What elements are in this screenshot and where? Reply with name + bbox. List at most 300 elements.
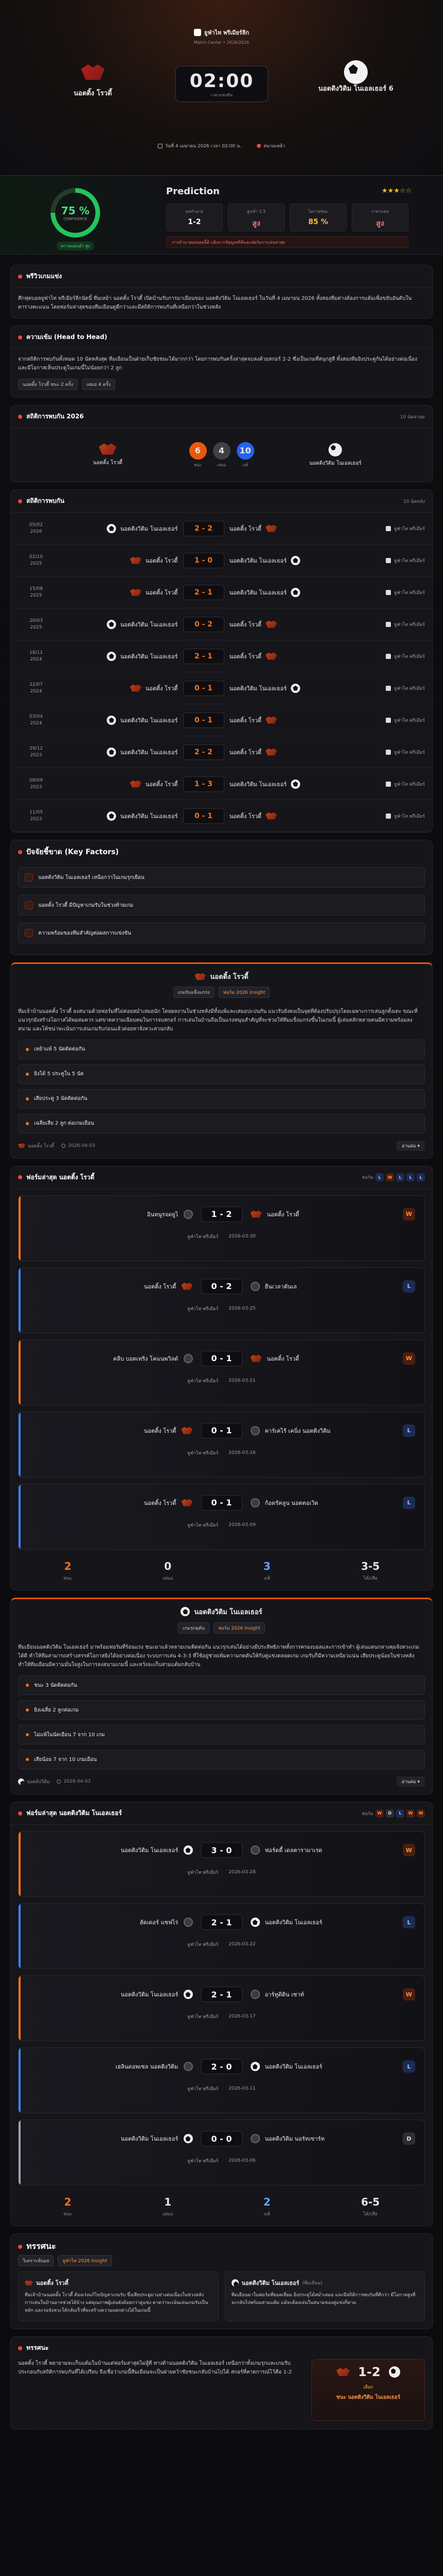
h2h-date: 15/08 2025 [29,586,43,598]
prediction-box-label: โอกาสชนะ [308,209,329,214]
analysis-away-text: ทีมเยือนมาในฟอร์มที่ยอดเยี่ยม ยิงประตูได้สม่ำเสมอ และมีสถิติการพบกันที่ดีกว่า มีโอกาสสูงที่จะกลับไปพร้อมสามแต้ม แม้จะต้องเล่นในสนามของคู่แข่งก็ตาม [231,2293,416,2306]
h2h-competition-name: ยูฟ่าไท พรีเมียร์ [394,622,425,628]
confidence-value: 75 % [61,205,90,217]
team-crest-icon [184,2134,193,2143]
form-team-2-name: นอตติงวิติม โนเอลเธอร์ [265,2063,322,2070]
profile-tag: ฟอร์ม 2026 Insight [214,1622,265,1634]
team-crest-icon [184,1354,193,1363]
match-header [0,0,443,175]
profile-bullet-text: เสียประตู 3 นัดติดต่อกัน [34,1096,88,1101]
form-score: 0 - 0 [201,2131,242,2146]
kickoff-label: เวลาแข่งขัน [210,93,233,97]
team-crest-icon [184,1845,193,1855]
h2h-score: 0 - 1 [183,808,224,824]
h2h-home [54,588,183,597]
form-stat-label: เสมอ [162,1575,173,1581]
accuracy-tag: ความแม่นยำ สูง [57,242,94,250]
h2h-competition-name: ยูฟ่าไท พรีเมียร์ [394,750,425,755]
away-profile-footer [11,1774,432,1794]
profile-bullet [18,1114,425,1133]
h2h-competition-name: ยูฟ่าไท พรีเมียร์ [394,558,425,564]
form-date: 2026-03-28 [228,1870,256,1875]
h2h-row[interactable] [11,608,432,640]
profile-tag: เกมรับแข็งแกร่ง [173,987,215,998]
form-stat-value: 2 [263,2196,271,2208]
h2h-competition [353,557,425,564]
h2h-row[interactable] [11,672,432,704]
h2h-row[interactable] [11,768,432,800]
form-team-1-name: นอตติงวิติม โนเอลเธอร์ [121,2136,178,2142]
form-team-2 [242,1990,415,1999]
bullet-dot-icon [26,1684,29,1687]
analysis-tag: วิเคราะห์บอล [18,2255,54,2266]
bullet-dot-icon [26,1048,29,1051]
h2h-home [54,716,183,725]
home-crest-icon [194,973,206,980]
h2h-intro-tags [11,379,432,397]
home-profile-head [11,964,432,1001]
h2h-intro-card [10,326,433,398]
away-team[interactable] [309,62,402,93]
calendar-icon [158,144,162,148]
team-crest-icon [130,589,141,596]
summary-body [11,428,432,482]
form-team-2 [242,1845,415,1855]
team-crest-icon [182,1499,193,1506]
form-competition: ยูฟ่าไท พรีเมียร์ [187,1942,219,1947]
section-dot-icon [18,1811,22,1816]
prediction-box-value: 1-2 [188,218,201,226]
form-match-row[interactable] [18,1267,425,1333]
team-crest-icon [130,685,141,692]
h2h-away-name: นอตติ้ง โรวดี้ [229,653,261,660]
h2h-score: 1 - 3 [183,776,224,792]
home-wins-count: 6 [189,442,207,460]
preview-card [10,265,433,318]
bullet-dot-icon [26,1733,29,1736]
prediction-box-value: 85 % [308,218,329,226]
competition-logo-icon [386,686,391,691]
analysis-card [10,2233,433,2329]
h2h-date: 05/02 2026 [29,522,43,534]
h2h-home [54,620,183,629]
team-crest-icon [251,2062,260,2071]
form-stat [162,2196,173,2217]
h2h-competition-name: ยูฟ่าไท พรีเมียร์ [394,686,425,691]
h2h-home-name: นอตติงวิติม โนเอลเธอร์ [120,525,178,532]
home-crest-icon [99,444,117,455]
h2h-home [54,524,183,533]
h2h-away [224,588,353,597]
section-dot-icon [18,1175,22,1179]
form-score: 2 - 0 [201,2059,242,2074]
h2h-home [54,779,183,789]
profile-bullet-text: เฉลี่ยเสีย 2 ลูก ต่อเกมเยือน [34,1121,94,1126]
team-crest-icon [251,2134,260,2143]
form-team-2 [242,1426,415,1435]
away-crest-icon [342,62,369,82]
summary-away-name: นอตติงวิติม โนเอลเธอร์ [309,460,362,466]
team-crest-icon [107,716,116,725]
team-crest-icon [107,620,116,629]
h2h-away [224,684,353,693]
key-factor-text: นอตติงวิติม โนเอลเธอร์ เหนือกว่าในเกมรุกเยือน [38,874,144,880]
count-label: ชนะ [193,462,202,467]
analysis-title: ทรรศนะ [26,2241,56,2251]
profile-bullet-text: เหย้าแพ้ 5 นัดติดต่อกัน [34,1046,85,1052]
form-team-2-name: ยืนเวลาตันเล [265,1283,297,1290]
result-badge: W [403,1844,415,1856]
form-stat-value: 0 [164,1560,172,1572]
team-crest-icon [107,524,116,533]
form-team-1-name: นอตติ้ง โรวดี้ [144,1499,176,1506]
summary-home [26,444,189,467]
bullet-dot-icon [26,1097,29,1100]
team-crest-icon [266,525,277,532]
prediction-box [290,204,347,231]
h2h-score: 2 - 1 [183,649,224,664]
form-match-row[interactable] [18,1195,425,1261]
summary-range: 10 นัดล่าสุด [400,414,425,420]
form-competition: ยูฟ่าไท พรีเมียร์ [187,1450,219,1456]
form-badge: W [406,1809,415,1818]
away-form-rows [11,1831,432,2185]
form-score: 0 - 1 [201,1423,242,1438]
form-stat-label: แพ้ [264,2212,270,2217]
h2h-row[interactable] [11,545,432,577]
h2h-competition [353,685,425,692]
h2h-tag: นอตติ้ง โรวดี้ ชนะ 2 ครั้ง [18,379,78,390]
h2h-home [54,811,183,821]
form-team-1-name: นอตติงวิติม โนเอลเธอร์ [121,1847,178,1854]
h2h-row[interactable] [11,736,432,768]
key-factor-item [18,895,425,916]
verdict-score: 1-2 [358,2365,381,2379]
home-profile-text: ทีมเจ้าบ้านนอตติ้ง โรวดี้ ลงสนามด้วยฟอร์มที่ไม่ค่อยสม่ำเสมอนัก โดยผลงานในช่วงหลังมีทั้งแพ้และเสมอปะปนกัน แนวรับยังคงเป็นจุดที่ต้องปรับปรุงโดยเฉพาะการเล่นลูกตั้งเตะ ขณะที่แนวรุกยังสร้างโอกาสได้พอสมควร แต่ขาดความเฉียบคมในการจบสกอร์ การเล่นในบ้านถือเป็นแรงหนุนสำคัญที่จะช่วยให้ทีมแข็งแกร่งขึ้นในเกมนี้ ผู้เล่นหลักหลายคนมีความพร้อมลงสนาม และโค้ชน่าจะเน้นการเล่นเกมรับก่อนแล้วค่อยหาจังหวะสวนกลับ [18,1008,418,1032]
team-crest-icon [107,652,116,661]
form-stat-label: ได้/เสีย [363,2212,378,2217]
form-stat-label: เสมอ [162,2212,173,2217]
h2h-home-name: นอตติงวิติม โนเอลเธอร์ [120,653,178,660]
form-team-2-name: ฟอร์ดดี้ เดลตารามาเรด [265,1847,322,1854]
h2h-date: 29/12 2023 [29,745,43,758]
form-stat [264,1560,271,1582]
competition-logo-icon [386,526,391,531]
profile-bullet-text: เสียน้อย 7 จาก 10 เกมเยือน [34,1756,97,1762]
team-crest-icon [107,811,116,821]
form-date: 2026-03-21 [228,1378,256,1383]
form-team-1-name: อินทนูรจดยูไ [147,1211,178,1218]
preview-text: ศึกฟุตบอลยูฟ่าไท พรีเมียร์ลีกนัดนี้ ทีมเหย้า นอตติ้ง โรวดี้ เปิดบ้านรับการมาเยือนของ นอตติงวิติม โนเอลเธอร์ ในวันที่ 4 เมษายน 2026 ทั้งสองทีมต่างต้องการแต้มเพื่อขยับอันดับในตารางคะแนน โดยฟอร์มล่าสุดของทีมเยือนดูดีกว่าและมีสถิติการพบกันที่เหนือกว่าในช่วงหลัง [18,296,412,310]
h2h-date: 02/10 2025 [29,554,43,566]
h2h-home [54,684,183,693]
team-crest-icon [266,653,277,660]
h2h-row[interactable] [11,640,432,672]
team-crest-icon [182,1283,193,1290]
result-badge: L [403,1916,415,1928]
form-team-1 [29,2134,201,2143]
form-match-row[interactable] [18,1484,425,1550]
h2h-away-name: นอตติ้ง โรวดี้ [229,812,261,820]
result-badge: D [403,2132,415,2145]
key-factor-text: นอตติ้ง โรวดี้ มีปัญหาเกมรับในช่วงท้ายเกม [38,902,134,908]
bullet-dot-icon [26,1122,29,1125]
home-crest-icon [25,2280,33,2285]
form-match-row[interactable] [18,2120,425,2185]
h2h-list-card [10,489,433,833]
competition-logo-icon [386,718,391,723]
form-stat [264,2196,271,2217]
form-team-1-name: นอตติ้ง โรวดี้ [144,1283,176,1290]
h2h-score: 0 - 1 [183,681,224,696]
h2h-competition [353,749,425,756]
stadium-icon [257,144,261,148]
bullet-dot-icon [26,1708,29,1711]
prediction-box-value: สูง [252,219,260,228]
form-match-row[interactable] [18,1340,425,1405]
home-team[interactable] [52,62,134,98]
team-crest-icon [182,1427,193,1434]
team-crest-icon [184,1210,193,1219]
h2h-score: 0 - 1 [183,713,224,728]
analysis-home [18,2272,219,2321]
form-score: 3 - 0 [201,1842,242,1858]
h2h-list-title: สถิติการพบกัน [26,497,64,504]
form-stat [63,1560,72,1582]
form-team-2-name: ก้อดรัคลูน นอตตอเวิด [265,1499,319,1506]
form-stat-value: 1 [164,2196,172,2208]
form-score: 2 - 1 [201,1914,242,1930]
form-team-2 [242,1282,415,1291]
h2h-home-name: นอตติงวิติม โนเอลเธอร์ [120,749,178,756]
away-team-name: นอตติงวิติม โนเอลเธอร์ 6 [318,85,393,93]
profile-bullet [18,1700,425,1720]
team-crest-icon [291,779,300,789]
h2h-competition [353,589,425,596]
form-team-1 [29,1426,201,1435]
h2h-competition [353,621,425,628]
h2h-row[interactable] [11,704,432,736]
team-crest-icon [291,556,300,565]
away-profile-bullets [11,1675,432,1769]
read-more-button[interactable] [397,1776,425,1787]
away-crest-icon [232,2279,239,2286]
form-date: 2026-03-25 [228,1306,256,1311]
h2h-away-name: นอตติงวิติม โนเอลเธอร์ [229,781,287,788]
home-crest-icon [79,62,106,82]
profile-bullet [18,1040,425,1059]
result-badge: L [403,1425,415,1437]
form-stat-value: 2 [64,1560,72,1572]
form-stat [162,1560,173,1582]
form-team-2-name: นอตติงวิติม โนเอลเธอร์ [265,1919,322,1926]
section-dot-icon [18,2245,22,2249]
h2h-rows [11,513,432,832]
prediction-box-value: สูง [376,219,384,228]
home-profile-footer [11,1139,432,1158]
form-date: 2026-03-17 [228,2014,256,2019]
match-meta [0,142,443,149]
key-factors-card [10,840,433,955]
count-label: แพ้ [242,462,248,467]
form-match-row[interactable] [18,2047,425,2113]
h2h-home-name: นอตติ้ง โรวดี้ [145,781,178,788]
match-date: วันที่ 4 เมษายน 2026 เวลา 02:00 น. [165,144,242,149]
form-team-1 [29,1990,201,1999]
team-crest-icon [251,1282,260,1291]
chevron-down-icon: ▾ [417,1780,420,1785]
form-label: ฟอร์ม [362,1811,373,1817]
confidence-ring [51,188,100,238]
form-date: 2026-03-30 [228,1233,256,1239]
h2h-date: 18/11 2024 [29,650,43,662]
form-stat-value: 3-5 [361,1560,380,1572]
team-crest-icon [251,1845,260,1855]
team-crest-icon [251,1498,260,1507]
h2h-date: 20/03 2025 [29,618,43,630]
analysis-tag: ยูฟ่าไท 2026 Insight [58,2255,111,2266]
form-match-row[interactable] [18,1831,425,1897]
analysis-columns [11,2272,432,2329]
h2h-home-name: นอตติงวิติม โนเอลเธอร์ [120,621,178,628]
h2h-away [224,811,353,821]
form-team-2 [242,1498,415,1507]
h2h-away [224,620,353,629]
form-badge: W [417,1809,425,1818]
form-team-1 [29,1918,201,1927]
form-team-1-name: เฮลินดอพเซล นอตติงวิติม [115,2063,178,2070]
h2h-away [224,779,353,789]
team-crest-icon [291,588,300,597]
home-form-card [10,1166,433,1590]
team-crest-icon [251,1990,260,1999]
key-factors-title: ปัจจัยชี้ขาด (Key Factors) [26,848,119,856]
h2h-competition-name: ยูฟ่าไท พรีเมียร์ [394,590,425,596]
competition-logo-icon [386,622,391,627]
h2h-away-name: นอตติ้ง โรวดี้ [229,717,261,724]
form-stat-label: ชนะ [63,2212,72,2217]
prediction-box [228,204,285,231]
form-team-1 [29,1845,201,1855]
form-score: 0 - 1 [201,1351,242,1366]
h2h-competition [353,812,425,820]
kickoff-time-box [175,66,268,102]
away-crest-icon [181,1607,190,1616]
form-stat-label: ได้/เสีย [363,1575,378,1581]
h2h-home [54,652,183,661]
away-form-card [10,1802,433,2226]
prediction-boxes [166,204,408,231]
profile-tag: เกมรุกดุดัน [178,1622,209,1634]
h2h-competition-name: ยูฟ่าไท พรีเมียร์ [394,526,425,532]
h2h-row[interactable] [11,513,432,545]
verdict-text: นอตติ้ง โรวดี้ พยายามจะเก็บแต้มในบ้านแต่ฟอร์มล่าสุดไม่สู้ดี ทางด้านนอตติงวิติม โนเอลเธอร์ เหนือกว่าทั้งเกมรุกและเกมรับ ประกอบกับสถิติการพบกันที่ได้เปรียบ จึงเชื่อว่าเกมนี้ทีมเยือนจะเป็นฝ่ายคว้าชัยชนะกลับบ้านไปได้ สกอร์ที่คาดการณ์ไว้คือ 1-2 [18,2361,292,2375]
form-competition: ยูฟ่าไท พรีเมียร์ [187,1306,219,1312]
form-team-1 [29,1282,201,1291]
form-team-2-name: อาร์ทูดิติน เซาท์ [265,1991,304,1998]
competition-logo-icon [386,782,391,787]
form-score: 2 - 1 [201,1987,242,2002]
form-competition: ยูฟ่าไท พรีเมียร์ [187,2087,219,2092]
read-more-label: อ่านต่อ [401,1143,416,1149]
team-crest-icon [184,1918,193,1927]
form-team-1 [29,1354,201,1363]
form-team-2-name: นอตติ้ง โรวดี้ [267,1355,299,1362]
h2h-home-name: นอตติงวิติม โนเอลเธอร์ [120,812,178,820]
competition-logo-icon [386,590,391,595]
summary-away [254,443,417,467]
form-match-row[interactable] [18,1975,425,2041]
team-crest-icon [107,748,116,757]
form-team-2 [242,2062,415,2071]
form-match-row[interactable] [18,1903,425,1969]
h2h-date: 11/05 2023 [29,809,43,822]
form-badge: L [396,1173,404,1181]
clock-icon [61,1144,65,1148]
read-more-button[interactable] [397,1141,425,1151]
clock-icon [57,1780,61,1784]
analysis-home-text: ทีมเจ้าบ้านนอตติ้ง โรวดี้ ต้องเร่งแก้ไขปัญหาเกมรับ ซึ่งเสียประตูมาอย่างต่อเนื่องในช่วงหลัง การเล่นในบ้านอาจช่วยได้บ้าง แต่คุณภาพผู้เล่นยังด้อยกว่าคู่แข่ง คาดว่าจะเน้นเล่นเกมรับเป็นหลัก และรอจังหวะโต้กลับเร็วที่จะสร้างความแตกต่างได้ในเกมนี้ [25,2293,208,2313]
away-form-title: ฟอร์มล่าสุด นอตติงวิติม โนเอลเธอร์ [26,1809,122,1817]
h2h-row[interactable] [11,577,432,608]
team-crest-icon [266,812,277,820]
home-form-rows [11,1195,432,1550]
form-team-1-name: คลีบ บอตเทริง โคแนพวิลด์ [113,1355,178,1362]
footer-date: 2026-04-03 [68,1143,95,1148]
away-crest-icon [329,443,342,456]
h2h-row[interactable] [11,800,432,832]
form-date: 2026-03-11 [228,2086,256,2091]
form-match-row[interactable] [18,1412,425,1478]
prediction-title: Prediction [166,186,220,197]
form-date: 2026-03-16 [228,1450,256,1455]
h2h-score: 2 - 1 [183,585,224,600]
h2h-competition [353,717,425,724]
key-factor-item [18,923,425,943]
form-stat-value: 2 [64,2196,72,2208]
factor-icon [25,901,33,909]
h2h-away-name: นอตติงวิติม โนเอลเธอร์ [229,685,287,692]
form-competition: ยูฟ่าไท พรีเมียร์ [187,1870,219,1875]
analysis-away [225,2272,425,2321]
profile-bullet [18,1064,425,1084]
h2h-home [54,556,183,565]
form-stat-label: แพ้ [264,1575,270,1581]
profile-bullet-text: ยิงได้ 5 ประตูใน 5 นัด [34,1071,84,1077]
home-crest-icon [18,1143,25,1148]
result-badge: L [403,2060,415,2073]
factor-icon [25,873,33,882]
draws-count: 4 [213,442,231,460]
profile-bullet-text: ยิงเฉลี่ย 2 ลูกต่อเกม [34,1707,79,1713]
prediction-note: การทำนายผลบอลนี้อ้างอิงจากข้อมูลสถิติและฟอร์มการเล่นล่าสุด [166,236,408,248]
section-dot-icon [18,2346,22,2350]
section-dot-icon [18,335,22,340]
h2h-away [224,652,353,661]
team-crest-icon [266,621,277,628]
verdict-card [10,2336,433,2430]
form-stat [63,2196,72,2217]
profile-tag: ฟอร์ม 2026 Insight [219,987,270,998]
away-profile-text: ทีมเยือนนอตติงวิติม โนเอลเธอร์ มาพร้อมฟอร์มที่ร้อนแรง ชนะมาแล้วหลายเกมติดต่อกัน แนวรุกเล่นได้อย่างมีประสิทธิภาพทั้งการครองบอลและการเข้าทำ ผู้เล่นแดนกลางคุมจังหวะเกมได้ดี ทำให้ทีมสามารถสร้างสรรค์โอกาสยิงได้อย่างต่อเนื่อง ระบบการเล่น 4-3-3 ที่ใช้อยู่ช่วยเพิ่มความกดดันให้กับคู่แข่งตลอดเกม เกมรับก็มีความเหนียวแน่น เสียประตูน้อยในช่วงหลัง ทำให้ทีมเยือนมีความมั่นใจสูงในการลงสนามเกมนี้ และหวังจะเก็บสามแต้มกลับบ้าน [18,1645,419,1668]
h2h-home-name: นอตติ้ง โรวดี้ [145,557,178,564]
summary-counts [189,442,254,468]
h2h-date: 03/04 2024 [29,714,43,726]
league-sub: Match Center • 2026/2026 [193,40,250,45]
form-stat [361,2196,380,2217]
key-factors-list [11,867,432,943]
profile-bullet-text: ไม่แพ้ในนัดเยือน 7 จาก 10 เกม [34,1732,105,1738]
